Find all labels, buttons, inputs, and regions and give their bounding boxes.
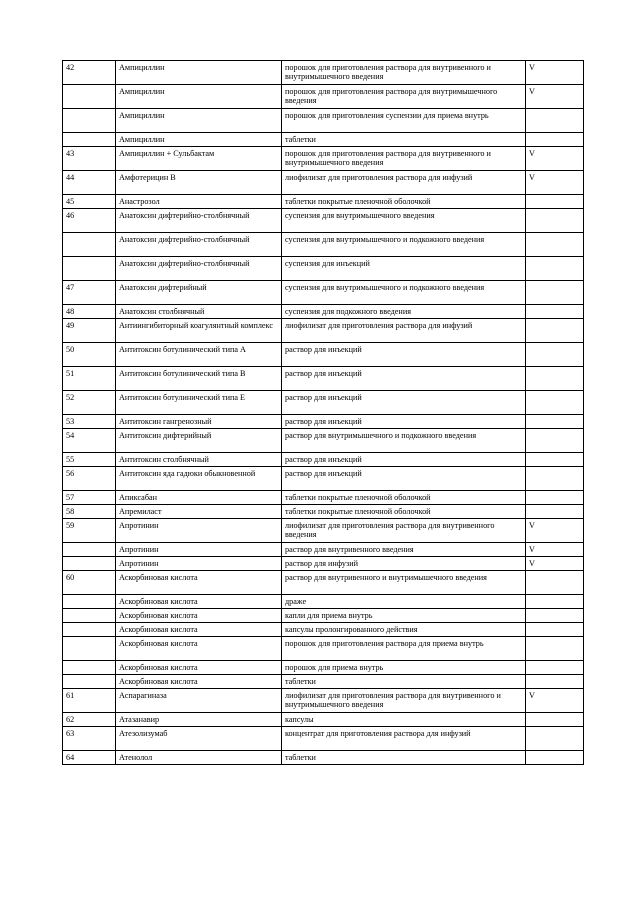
row-number: 48: [63, 305, 116, 319]
table-row: [63, 637, 584, 661]
row-number: [63, 661, 116, 675]
dosage-form: суспензия для подкожного введения: [282, 305, 526, 319]
table-row: [63, 623, 584, 637]
table-row: [63, 557, 584, 571]
vital-mark: [526, 727, 584, 751]
drug-name: Апремиласт: [116, 505, 282, 519]
table-row: [63, 661, 584, 675]
table-row: [63, 61, 584, 85]
table-row: [63, 109, 584, 133]
dosage-form: лиофилизат для приготовления раствора для инфузий: [282, 319, 526, 343]
table-row: [63, 343, 584, 367]
table-row: [63, 367, 584, 391]
drug-name: Амфотерицин В: [116, 171, 282, 195]
dosage-form: раствор для внутривенного и внутримышечного введения: [282, 571, 526, 595]
table-row: [63, 391, 584, 415]
row-number: 54: [63, 429, 116, 453]
vital-mark: V: [526, 519, 584, 543]
row-number: 50: [63, 343, 116, 367]
table-row: [63, 415, 584, 429]
vital-mark: [526, 133, 584, 147]
row-number: 62: [63, 713, 116, 727]
drug-name: Антиингибиторный коагулянтный комплекс: [116, 319, 282, 343]
vital-mark: [526, 319, 584, 343]
dosage-form: раствор для инфузий: [282, 557, 526, 571]
table-row: [63, 319, 584, 343]
row-number: 51: [63, 367, 116, 391]
drug-list-body: [63, 61, 584, 765]
drug-name: Антитоксин дифтерийный: [116, 429, 282, 453]
dosage-form: таблетки: [282, 751, 526, 765]
table-row: [63, 727, 584, 751]
row-number: 64: [63, 751, 116, 765]
table-row: [63, 429, 584, 453]
drug-name: Аскорбиновая кислота: [116, 571, 282, 595]
row-number: 43: [63, 147, 116, 171]
table-row: [63, 505, 584, 519]
vital-mark: [526, 257, 584, 281]
table-row: [63, 257, 584, 281]
dosage-form: лиофилизат для приготовления раствора для внутривенного и внутримышечного введения: [282, 689, 526, 713]
dosage-form: раствор для инъекций: [282, 453, 526, 467]
dosage-form: суспензия для внутримышечного введения: [282, 209, 526, 233]
drug-name: Апротинин: [116, 557, 282, 571]
drug-name: Аскорбиновая кислота: [116, 623, 282, 637]
table-row: [63, 85, 584, 109]
row-number: 60: [63, 571, 116, 595]
drug-name: Атазанавир: [116, 713, 282, 727]
drug-name: Апротинин: [116, 519, 282, 543]
table-row: [63, 491, 584, 505]
vital-mark: [526, 429, 584, 453]
drug-name: Ампициллин: [116, 133, 282, 147]
vital-mark: [526, 109, 584, 133]
table-row: [63, 675, 584, 689]
dosage-form: порошок для приема внутрь: [282, 661, 526, 675]
drug-name: Антитоксин яда гадюки обыкновенной: [116, 467, 282, 491]
table-row: [63, 281, 584, 305]
vital-mark: V: [526, 85, 584, 109]
dosage-form: порошок для приготовления раствора для внутривенного и внутримышечного введения: [282, 61, 526, 85]
row-number: 44: [63, 171, 116, 195]
vital-mark: [526, 233, 584, 257]
vital-mark: [526, 595, 584, 609]
vital-mark: [526, 467, 584, 491]
dosage-form: таблетки покрытые пленочной оболочкой: [282, 195, 526, 209]
table-row: [63, 133, 584, 147]
drug-list-table: [62, 60, 584, 765]
vital-mark: [526, 415, 584, 429]
table-row: [63, 233, 584, 257]
row-number: 55: [63, 453, 116, 467]
row-number: [63, 595, 116, 609]
table-row: [63, 609, 584, 623]
drug-name: Антитоксин ботулинический типа В: [116, 367, 282, 391]
row-number: 56: [63, 467, 116, 491]
row-number: 45: [63, 195, 116, 209]
vital-mark: [526, 491, 584, 505]
dosage-form: концентрат для приготовления раствора для инфузий: [282, 727, 526, 751]
drug-name: Апиксабан: [116, 491, 282, 505]
drug-name: Ампициллин: [116, 85, 282, 109]
dosage-form: суспензия для внутримышечного и подкожного введения: [282, 233, 526, 257]
row-number: [63, 557, 116, 571]
table-row: [63, 467, 584, 491]
vital-mark: [526, 675, 584, 689]
vital-mark: [526, 453, 584, 467]
dosage-form: суспензия для инъекций: [282, 257, 526, 281]
dosage-form: капли для приема внутрь: [282, 609, 526, 623]
dosage-form: таблетки: [282, 133, 526, 147]
table-row: [63, 305, 584, 319]
row-number: [63, 623, 116, 637]
dosage-form: порошок для приготовления раствора для внутривенного и внутримышечного введения: [282, 147, 526, 171]
drug-name: Аскорбиновая кислота: [116, 609, 282, 623]
table-row: [63, 713, 584, 727]
vital-mark: [526, 343, 584, 367]
drug-name: Антитоксин ботулинический типа Е: [116, 391, 282, 415]
dosage-form: раствор для внутримышечного и подкожного введения: [282, 429, 526, 453]
table-row: [63, 595, 584, 609]
vital-mark: V: [526, 543, 584, 557]
dosage-form: лиофилизат для приготовления раствора для внутривенного введения: [282, 519, 526, 543]
dosage-form: порошок для приготовления раствора для приема внутрь: [282, 637, 526, 661]
vital-mark: [526, 367, 584, 391]
table-row: [63, 571, 584, 595]
dosage-form: таблетки покрытые пленочной оболочкой: [282, 505, 526, 519]
table-row: [63, 209, 584, 233]
table-row: [63, 147, 584, 171]
table-row: [63, 453, 584, 467]
row-number: 59: [63, 519, 116, 543]
dosage-form: порошок для приготовления суспензии для приема внутрь: [282, 109, 526, 133]
row-number: 49: [63, 319, 116, 343]
row-number: [63, 233, 116, 257]
vital-mark: [526, 571, 584, 595]
drug-name: Аспарагиназа: [116, 689, 282, 713]
drug-name: Апротинин: [116, 543, 282, 557]
drug-name: Ампициллин + Сульбактам: [116, 147, 282, 171]
drug-name: Антитоксин ботулинический типа А: [116, 343, 282, 367]
drug-name: Аскорбиновая кислота: [116, 675, 282, 689]
row-number: [63, 675, 116, 689]
dosage-form: суспензия для внутримышечного и подкожного введения: [282, 281, 526, 305]
dosage-form: раствор для инъекций: [282, 343, 526, 367]
row-number: [63, 85, 116, 109]
vital-mark: [526, 505, 584, 519]
row-number: 42: [63, 61, 116, 85]
row-number: 46: [63, 209, 116, 233]
dosage-form: капсулы пролонгированного действия: [282, 623, 526, 637]
vital-mark: V: [526, 689, 584, 713]
drug-name: Атенолол: [116, 751, 282, 765]
row-number: 58: [63, 505, 116, 519]
row-number: [63, 133, 116, 147]
dosage-form: капсулы: [282, 713, 526, 727]
drug-name: Анатоксин столбнячный: [116, 305, 282, 319]
drug-name: Анатоксин дифтерийный: [116, 281, 282, 305]
vital-mark: [526, 281, 584, 305]
vital-mark: [526, 637, 584, 661]
vital-mark: [526, 305, 584, 319]
drug-name: Анатоксин дифтерийно-столбнячный: [116, 257, 282, 281]
dosage-form: лиофилизат для приготовления раствора для инфузий: [282, 171, 526, 195]
row-number: [63, 609, 116, 623]
dosage-form: раствор для внутривенного введения: [282, 543, 526, 557]
table-row: [63, 519, 584, 543]
vital-mark: [526, 751, 584, 765]
table-row: [63, 195, 584, 209]
row-number: 47: [63, 281, 116, 305]
vital-mark: [526, 609, 584, 623]
row-number: [63, 543, 116, 557]
dosage-form: раствор для инъекций: [282, 415, 526, 429]
row-number: [63, 257, 116, 281]
vital-mark: [526, 713, 584, 727]
row-number: 63: [63, 727, 116, 751]
table-row: [63, 751, 584, 765]
drug-name: Атезолизумаб: [116, 727, 282, 751]
drug-name: Анатоксин дифтерийно-столбнячный: [116, 209, 282, 233]
drug-name: Анатоксин дифтерийно-столбнячный: [116, 233, 282, 257]
row-number: [63, 109, 116, 133]
table-row: [63, 171, 584, 195]
row-number: 61: [63, 689, 116, 713]
dosage-form: раствор для инъекций: [282, 467, 526, 491]
drug-name: Аскорбиновая кислота: [116, 637, 282, 661]
drug-name: Аскорбиновая кислота: [116, 661, 282, 675]
row-number: [63, 637, 116, 661]
vital-mark: [526, 209, 584, 233]
vital-mark: V: [526, 61, 584, 85]
drug-name: Антитоксин гангренозный: [116, 415, 282, 429]
dosage-form: раствор для инъекций: [282, 367, 526, 391]
dosage-form: драже: [282, 595, 526, 609]
table-row: [63, 689, 584, 713]
vital-mark: [526, 661, 584, 675]
drug-name: Ампициллин: [116, 109, 282, 133]
dosage-form: таблетки покрытые пленочной оболочкой: [282, 491, 526, 505]
drug-name: Ампициллин: [116, 61, 282, 85]
table-row: [63, 543, 584, 557]
row-number: 53: [63, 415, 116, 429]
vital-mark: [526, 391, 584, 415]
drug-name: Аскорбиновая кислота: [116, 595, 282, 609]
row-number: 52: [63, 391, 116, 415]
vital-mark: [526, 623, 584, 637]
drug-name: Анастрозол: [116, 195, 282, 209]
vital-mark: V: [526, 557, 584, 571]
dosage-form: раствор для инъекций: [282, 391, 526, 415]
row-number: 57: [63, 491, 116, 505]
dosage-form: таблетки: [282, 675, 526, 689]
dosage-form: порошок для приготовления раствора для внутримышечного введения: [282, 85, 526, 109]
vital-mark: V: [526, 171, 584, 195]
vital-mark: [526, 195, 584, 209]
vital-mark: V: [526, 147, 584, 171]
drug-name: Антитоксин столбнячный: [116, 453, 282, 467]
